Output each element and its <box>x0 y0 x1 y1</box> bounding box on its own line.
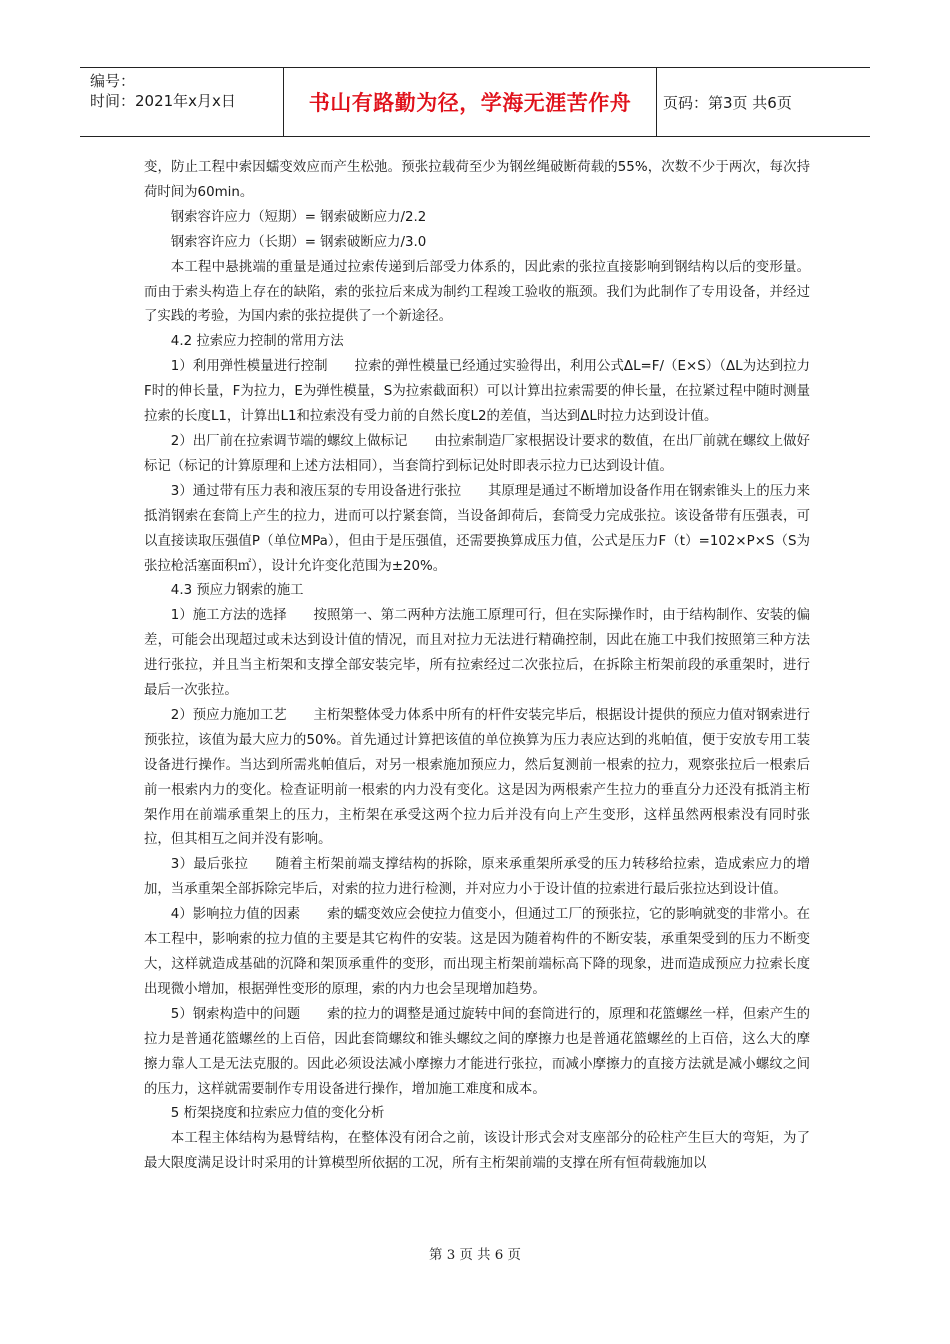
body-paragraph: 4）影响拉力值的因素 索的蠕变效应会使拉力值变小，但通过工厂的预张拉，它的影响就变的非常小。在本工程中，影响索的拉力值的主要是其它构件的安装。这是因为随着构件的不断安装，承重架受到的压力不断变大，这样就造成基础的沉降和架顶承重件的变形，而出现主桁架前端标高下降的现象，进而造成预应力拉索长度出现微小增加，根据弹性变形的原理，索的内力也会呈现增加趋势。 <box>144 907 810 997</box>
body-paragraph: 本工程主体结构为悬臂结构，在整体没有闭合之前，该设计形式会对支座部分的砼柱产生巨大的弯矩，为了最大限度满足设计时采用的计算模型所依据的工况，所有主桁架前端的支撑在所有恒荷载施加以 <box>144 1131 810 1172</box>
page-footer: 第 3 页 共 6 页 <box>429 1248 521 1263</box>
body-paragraph: 2）出厂前在拉索调节端的螺纹上做标记 由拉索制造厂家根据设计要求的数值，在出厂前就在螺纹上做好标记（标记的计算原理和上述方法相同），当套筒拧到标记处时即表示拉力已达到设计值。 <box>144 433 810 474</box>
body-paragraph: 3）通过带有压力表和液压泵的专用设备进行张拉 其原理是通过不断增加设备作用在钢索锥头上的压力来抵消钢索在套筒上产生的拉力，进而可以拧紧套筒，当设备卸荷后，套筒受力完成张拉。该设备带有压强表，可以直接读取压强值P（单位MPa），但由于是压强值，还需要换算成压力值，公式是压力F（t）=102×P×S（S为张拉枪活塞面积㎡），设计允许变化范围为±20%。 <box>144 483 810 574</box>
body-paragraph: 4.2 拉索应力控制的常用方法 <box>170 334 344 350</box>
body-paragraph: 本工程中悬挑端的重量是通过拉索传递到后部受力体系的，因此索的张拉直接影响到钢结构以后的变形量。而由于索头构造上存在的缺陷，索的张拉后来成为制约工程竣工验收的瓶颈。我们为此制作了专用设备，并经过了实践的考验，为国内索的张拉提供了一个新途径。 <box>144 259 810 325</box>
header-motto: 书山有路勤为径，学海无涯苦作舟 <box>308 90 632 115</box>
body-paragraph: 钢索容许应力（短期）= 钢索破断应力/2.2 <box>170 209 427 225</box>
body-paragraph: 2）预应力施加工艺 主桁架整体受力体系中所有的杆件安装完毕后，根据设计提供的预应力值对钢索进行预张拉，该值为最大应力的50%。首先通过计算把该值的单位换算为压力表应达到的兆帕值，便于安放专用工装设备进行操作。当达到所需兆帕值后，对另一根索施加预应力，然后复测前一根索的拉力，观察张拉后一根索后前一根索内力的变化。检查证明前一根索的内力没有变化。这是因为两根索产生拉力的垂直分力还没有抵消主桁架作用在前端承重架上的压力，主桁架在承受这两个拉力后并没有向上产生变形，这样虽然两根索没有同时张拉，但其相互之间并没有影响。 <box>144 707 810 848</box>
body-paragraph: 变，防止工程中索因蠕变效应而产生松弛。预张拉载荷至少为钢丝绳破断荷载的55%，次数不少于两次，每次持荷时间为60min。 <box>144 160 810 200</box>
body-paragraph: 钢索容许应力（长期）= 钢索破断应力/3.0 <box>170 234 427 250</box>
body-paragraph: 1）施工方法的选择 按照第一、第二两种方法施工原理可行，但在实际操作时，由于结构制作、安装的偏差，可能会出现超过或未达到设计值的情况，而且对拉力无法进行精确控制，因此在施工中我们按照第三种方法进行张拉，并且当主桁架和支撑全部安装完毕，所有拉索经过二次张拉后，在拆除主桁架前段的承重架时，进行最后一次张拉。 <box>144 608 810 699</box>
document-date-label: 时间：2021年x月x日 <box>90 92 236 110</box>
header-page-number: 页码：第3页 共6页 <box>663 93 792 112</box>
header-motto-cell <box>283 68 657 136</box>
body-paragraph: 5 桁架挠度和拉索应力值的变化分析 <box>170 1106 385 1122</box>
document-body <box>144 156 810 1177</box>
header-meta <box>80 68 283 136</box>
document-number-label: 编号： <box>90 72 136 90</box>
body-paragraph: 1）利用弹性模量进行控制 拉索的弹性模量已经通过实验得出，利用公式ΔL=F/（E×S）（ΔL为达到拉力F时的伸长量，F为拉力，E为弹性模量，S为拉索截面积）可以计算出拉索需要的伸长量，在拉紧过程中随时测量拉索的长度L1，计算出L1和拉索没有受力前的自然长度L2的差值，当达到ΔL时拉力达到设计值。 <box>144 359 810 425</box>
header-page-cell <box>657 68 870 136</box>
body-paragraph: 4.3 预应力钢索的施工 <box>170 583 304 599</box>
body-paragraph: 5）钢索构造中的问题 索的拉力的调整是通过旋转中间的套筒进行的，原理和花篮螺丝一样，但索产生的拉力是普通花篮螺丝的上百倍，因此套筒螺纹和锥头螺纹之间的摩擦力也是普通花篮螺丝的上百倍，这么大的摩擦力靠人工是无法克服的。因此必须设法减小摩擦力才能进行张拉，而减小摩擦力的直接方法就是减小螺纹之间的压力，这样就需要制作专用设备进行操作，增加施工难度和成本。 <box>144 1006 810 1097</box>
page-header <box>80 67 870 137</box>
body-paragraph: 3）最后张拉 随着主桁架前端支撑结构的拆除，原来承重架所承受的压力转移给拉索，造成索应力的增加，当承重架全部拆除完毕后，对索的拉力进行检测，并对应力小于设计值的拉索进行最后张拉达到设计值。 <box>144 857 810 898</box>
